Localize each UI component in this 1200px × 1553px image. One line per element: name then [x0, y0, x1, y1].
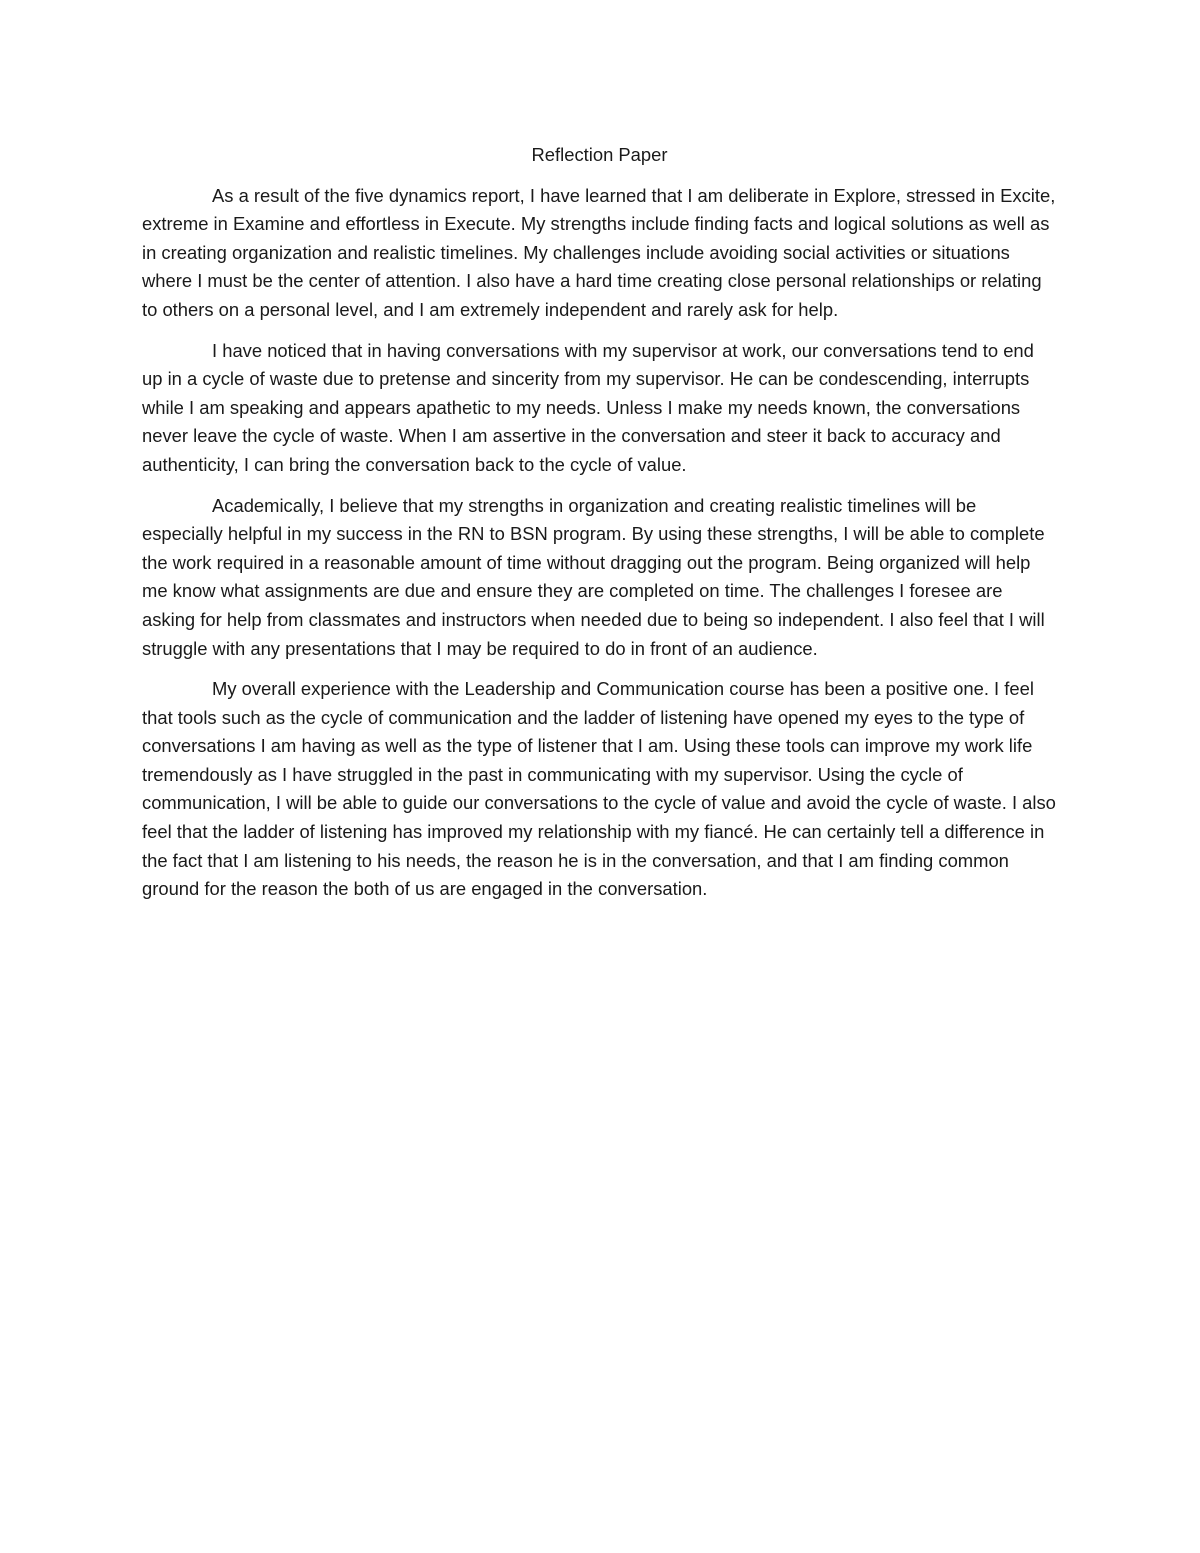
document-body: [142, 141, 1057, 916]
paragraph-3: Academically, I believe that my strengths in organization and creating realistic timelines will be especially helpful in my success in the RN to BSN program. By using these strengths, I will be able to complete the work required in a reasonable amount of time without dragging out the program. Being organized will help me know what assignments are due and ensure they are completed on time. The challenges I foresee are asking for help from classmates and instructors when needed due to being so independent. I also feel that I will struggle with any presentations that I may be required to do in front of an audience.: [142, 494, 1045, 659]
paragraph-2: I have noticed that in having conversations with my supervisor at work, our conversations tend to end up in a cycle of waste due to pretense and sincerity from my supervisor. He can be condescending, interrupts while I am speaking and appears apathetic to my needs. Unless I make my needs known, the conversations never leave the cycle of waste. When I am assertive in the conversation and steer it back to accuracy and authenticity, I can bring the conversation back to the cycle of value.: [142, 339, 1034, 475]
document-title: Reflection Paper: [531, 144, 668, 165]
paragraph-1: As a result of the five dynamics report, I have learned that I am deliberate in Explore, stressed in Excite, extreme in Examine and effortless in Execute. My strengths include finding facts and logical solutions as well as in creating organization and realistic timelines. My challenges include avoiding social activities or situations where I must be the center of attention. I also have a hard time creating close personal relationships or relating to others on a personal level, and I am extremely independent and rarely ask for help.: [142, 184, 1056, 320]
paragraph-4: My overall experience with the Leadership and Communication course has been a positive one. I feel that tools such as the cycle of communication and the ladder of listening have opened my eyes to the type of conversations I am having as well as the type of listener that I am. Using these tools can improve my work life tremendously as I have struggled in the past in communicating with my supervisor. Using the cycle of communication, I will be able to guide our conversations to the cycle of value and avoid the cycle of waste. I also feel that the ladder of listening has improved my relationship with my fiancé. He can certainly tell a difference in the fact that I am listening to his needs, the reason he is in the conversation, and that I am finding common ground for the reason the both of us are engaged in the conversation.: [142, 678, 1056, 900]
